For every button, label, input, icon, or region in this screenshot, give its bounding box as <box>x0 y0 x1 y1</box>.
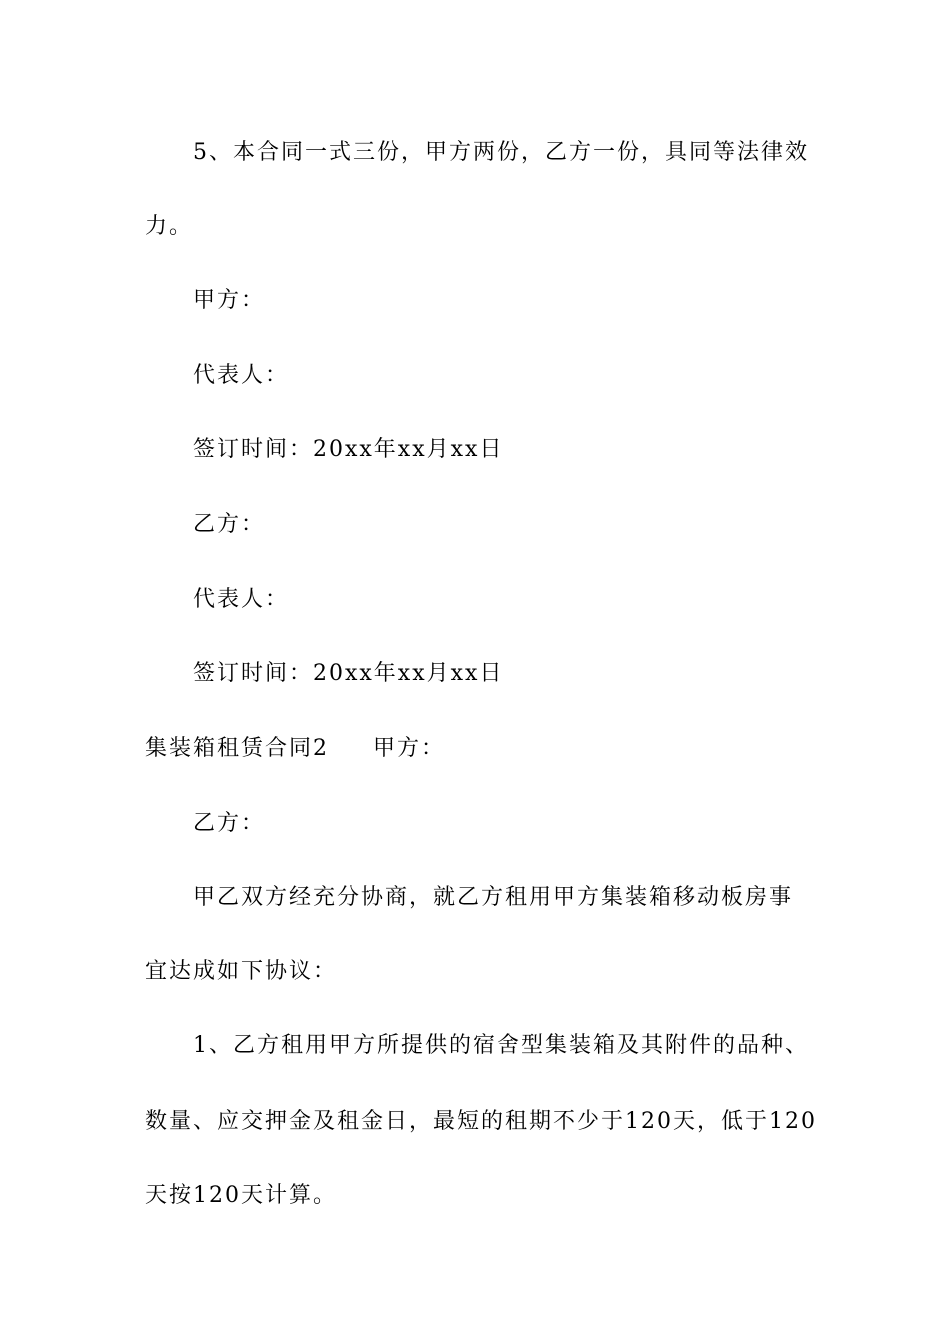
agreement-intro-line-1: 甲乙双方经充分协商，就乙方租用甲方集装箱移动板房事 <box>193 885 794 910</box>
clause-1-line-1: 1、乙方租用甲方所提供的宿舍型集装箱及其附件的品种、 <box>193 1033 809 1058</box>
party-a-label: 甲方： <box>193 288 266 313</box>
party-b-label: 乙方： <box>193 512 266 537</box>
contract-2-party-a-label: 甲方： <box>373 736 446 761</box>
agreement-intro-line-2: 宜达成如下协议： <box>145 959 338 984</box>
contract-2-heading <box>145 734 810 764</box>
clause-1-line-3: 天按120天计算。 <box>145 1183 337 1208</box>
clause-5-line-1: 5、本合同一式三份，甲方两份，乙方一份，具同等法律效 <box>193 140 809 165</box>
contract-2-party-b-label: 乙方： <box>193 811 266 836</box>
party-b-signing-date: 签订时间：20xx年xx月xx日 <box>193 661 504 686</box>
contract-2-title: 集装箱租赁合同2 <box>145 736 329 761</box>
party-a-representative: 代表人： <box>193 363 290 388</box>
clause-1-line-2: 数量、应交押金及租金日，最短的租期不少于120天，低于120 <box>145 1109 817 1134</box>
party-a-signing-date: 签订时间：20xx年xx月xx日 <box>193 437 504 462</box>
party-b-representative: 代表人： <box>193 587 290 612</box>
clause-5-line-2: 力。 <box>145 214 194 239</box>
